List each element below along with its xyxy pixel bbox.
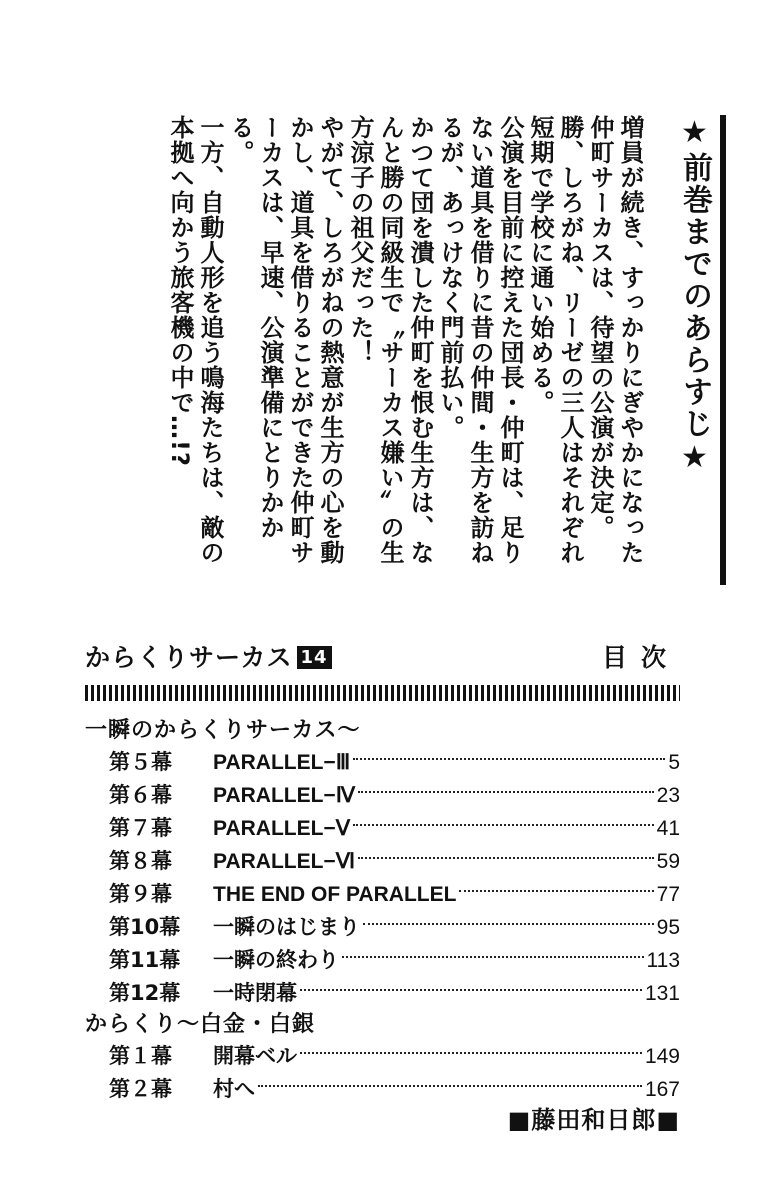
toc-entry[interactable] — [85, 1040, 680, 1073]
page-number: 77 — [656, 883, 680, 906]
dot-leader — [459, 878, 653, 892]
page-number: 95 — [656, 916, 680, 939]
synopsis-heading: ★前巻までのあらすじ★ — [677, 115, 712, 477]
chapter-number: 第６幕 — [109, 783, 172, 807]
volume-number-badge: 14 — [297, 646, 332, 669]
chapter-title: PARALLEL−Ⅳ — [213, 784, 356, 807]
dot-leader — [300, 977, 642, 991]
synopsis-section — [80, 115, 712, 585]
page-number: 59 — [656, 850, 680, 873]
chapter-number: 第８幕 — [109, 849, 172, 873]
hatched-divider — [85, 685, 680, 701]
toc-entry[interactable] — [85, 911, 680, 944]
chapter-number: 第10幕 — [109, 915, 181, 939]
synopsis-paragraph: 増員が続き、すっかりにぎやかになった仲町サーカスは、待望の公演が決定。 — [586, 115, 644, 565]
synopsis-paragraph: やがて、しろがねの熱意が生方の心を動かし、道具を借りることができた仲町サーカスは、早速、公演準備にとりかかる。 — [226, 115, 344, 565]
chapter-title: 一瞬の終わり — [213, 949, 339, 972]
toc-entry[interactable] — [85, 746, 680, 779]
contents-label: 目次 — [601, 643, 680, 672]
toc-parts — [85, 716, 680, 1106]
chapter-title: 一時閉幕 — [213, 982, 297, 1005]
chapter-number: 第２幕 — [109, 1077, 172, 1101]
chapter-number: 第９幕 — [109, 882, 172, 906]
chapter-number: 第５幕 — [109, 750, 172, 774]
part-title: からくり〜白金・白銀 — [85, 1012, 316, 1037]
chapter-title: PARALLEL−Ⅲ — [213, 751, 351, 774]
toc-entry[interactable] — [85, 779, 680, 812]
page-number: 149 — [644, 1045, 680, 1068]
part-title: 一瞬のからくりサーカス〜 — [85, 718, 361, 743]
chapter-title: THE END OF PARALLEL — [213, 883, 457, 906]
page-number: 5 — [668, 751, 680, 774]
toc-entry[interactable] — [85, 944, 680, 977]
toc-entry[interactable] — [85, 812, 680, 845]
page-number: 113 — [646, 949, 680, 972]
page-number: 23 — [656, 784, 680, 807]
synopsis-paragraph: 勝、しろがね、リーゼの三人はそれぞれ短期で学校に通い始める。 — [526, 115, 584, 565]
author-credit: ■藤田和日郎■ — [507, 1106, 680, 1134]
table-of-contents — [85, 638, 680, 1101]
series-title-text: からくりサーカス — [85, 643, 293, 672]
toc-entry[interactable] — [85, 845, 680, 878]
toc-entry[interactable] — [85, 977, 680, 1010]
synopsis-text — [80, 115, 645, 585]
page-number: 167 — [644, 1078, 680, 1101]
dot-leader — [363, 911, 654, 925]
synopsis-paragraph: 公演を目前に控えた団長・仲町は、足りない道具を借りに昔の仲間・生方を訪ねるが、あっけなく門前払い。 — [436, 115, 524, 565]
dot-leader — [358, 845, 654, 859]
chapter-number: 第１幕 — [109, 1044, 172, 1068]
dot-leader — [353, 812, 654, 826]
toc-entry[interactable] — [85, 878, 680, 911]
chapter-title: 村へ — [213, 1078, 255, 1101]
chapter-title: 開幕ベル — [213, 1045, 297, 1068]
synopsis-paragraph: かつて団を潰した仲町を恨む生方は、なんと勝の同級生で〝サーカス嫌い〟の生方涼子の祖父だった！ — [346, 115, 434, 565]
toc-header — [85, 638, 680, 678]
page-number: 41 — [656, 817, 680, 840]
chapter-number: 第７幕 — [109, 816, 172, 840]
page-number: 131 — [644, 982, 680, 1005]
synopsis-divider — [720, 115, 726, 585]
dot-leader — [342, 944, 644, 958]
dot-leader — [258, 1073, 642, 1087]
chapter-title: 一瞬のはじまり — [213, 916, 360, 939]
series-title — [85, 638, 332, 674]
chapter-title: PARALLEL−Ⅵ — [213, 850, 356, 873]
synopsis-paragraph: 一方、自動人形を追う鳴海たちは、敵の本拠へ向かう旅客機の中で…!? — [166, 115, 224, 565]
dot-leader — [353, 746, 665, 760]
dot-leader — [300, 1040, 642, 1054]
dot-leader — [358, 779, 654, 793]
chapter-title: PARALLEL−Ⅴ — [213, 817, 351, 840]
chapter-number: 第11幕 — [109, 948, 181, 972]
chapter-number: 第12幕 — [109, 981, 181, 1005]
